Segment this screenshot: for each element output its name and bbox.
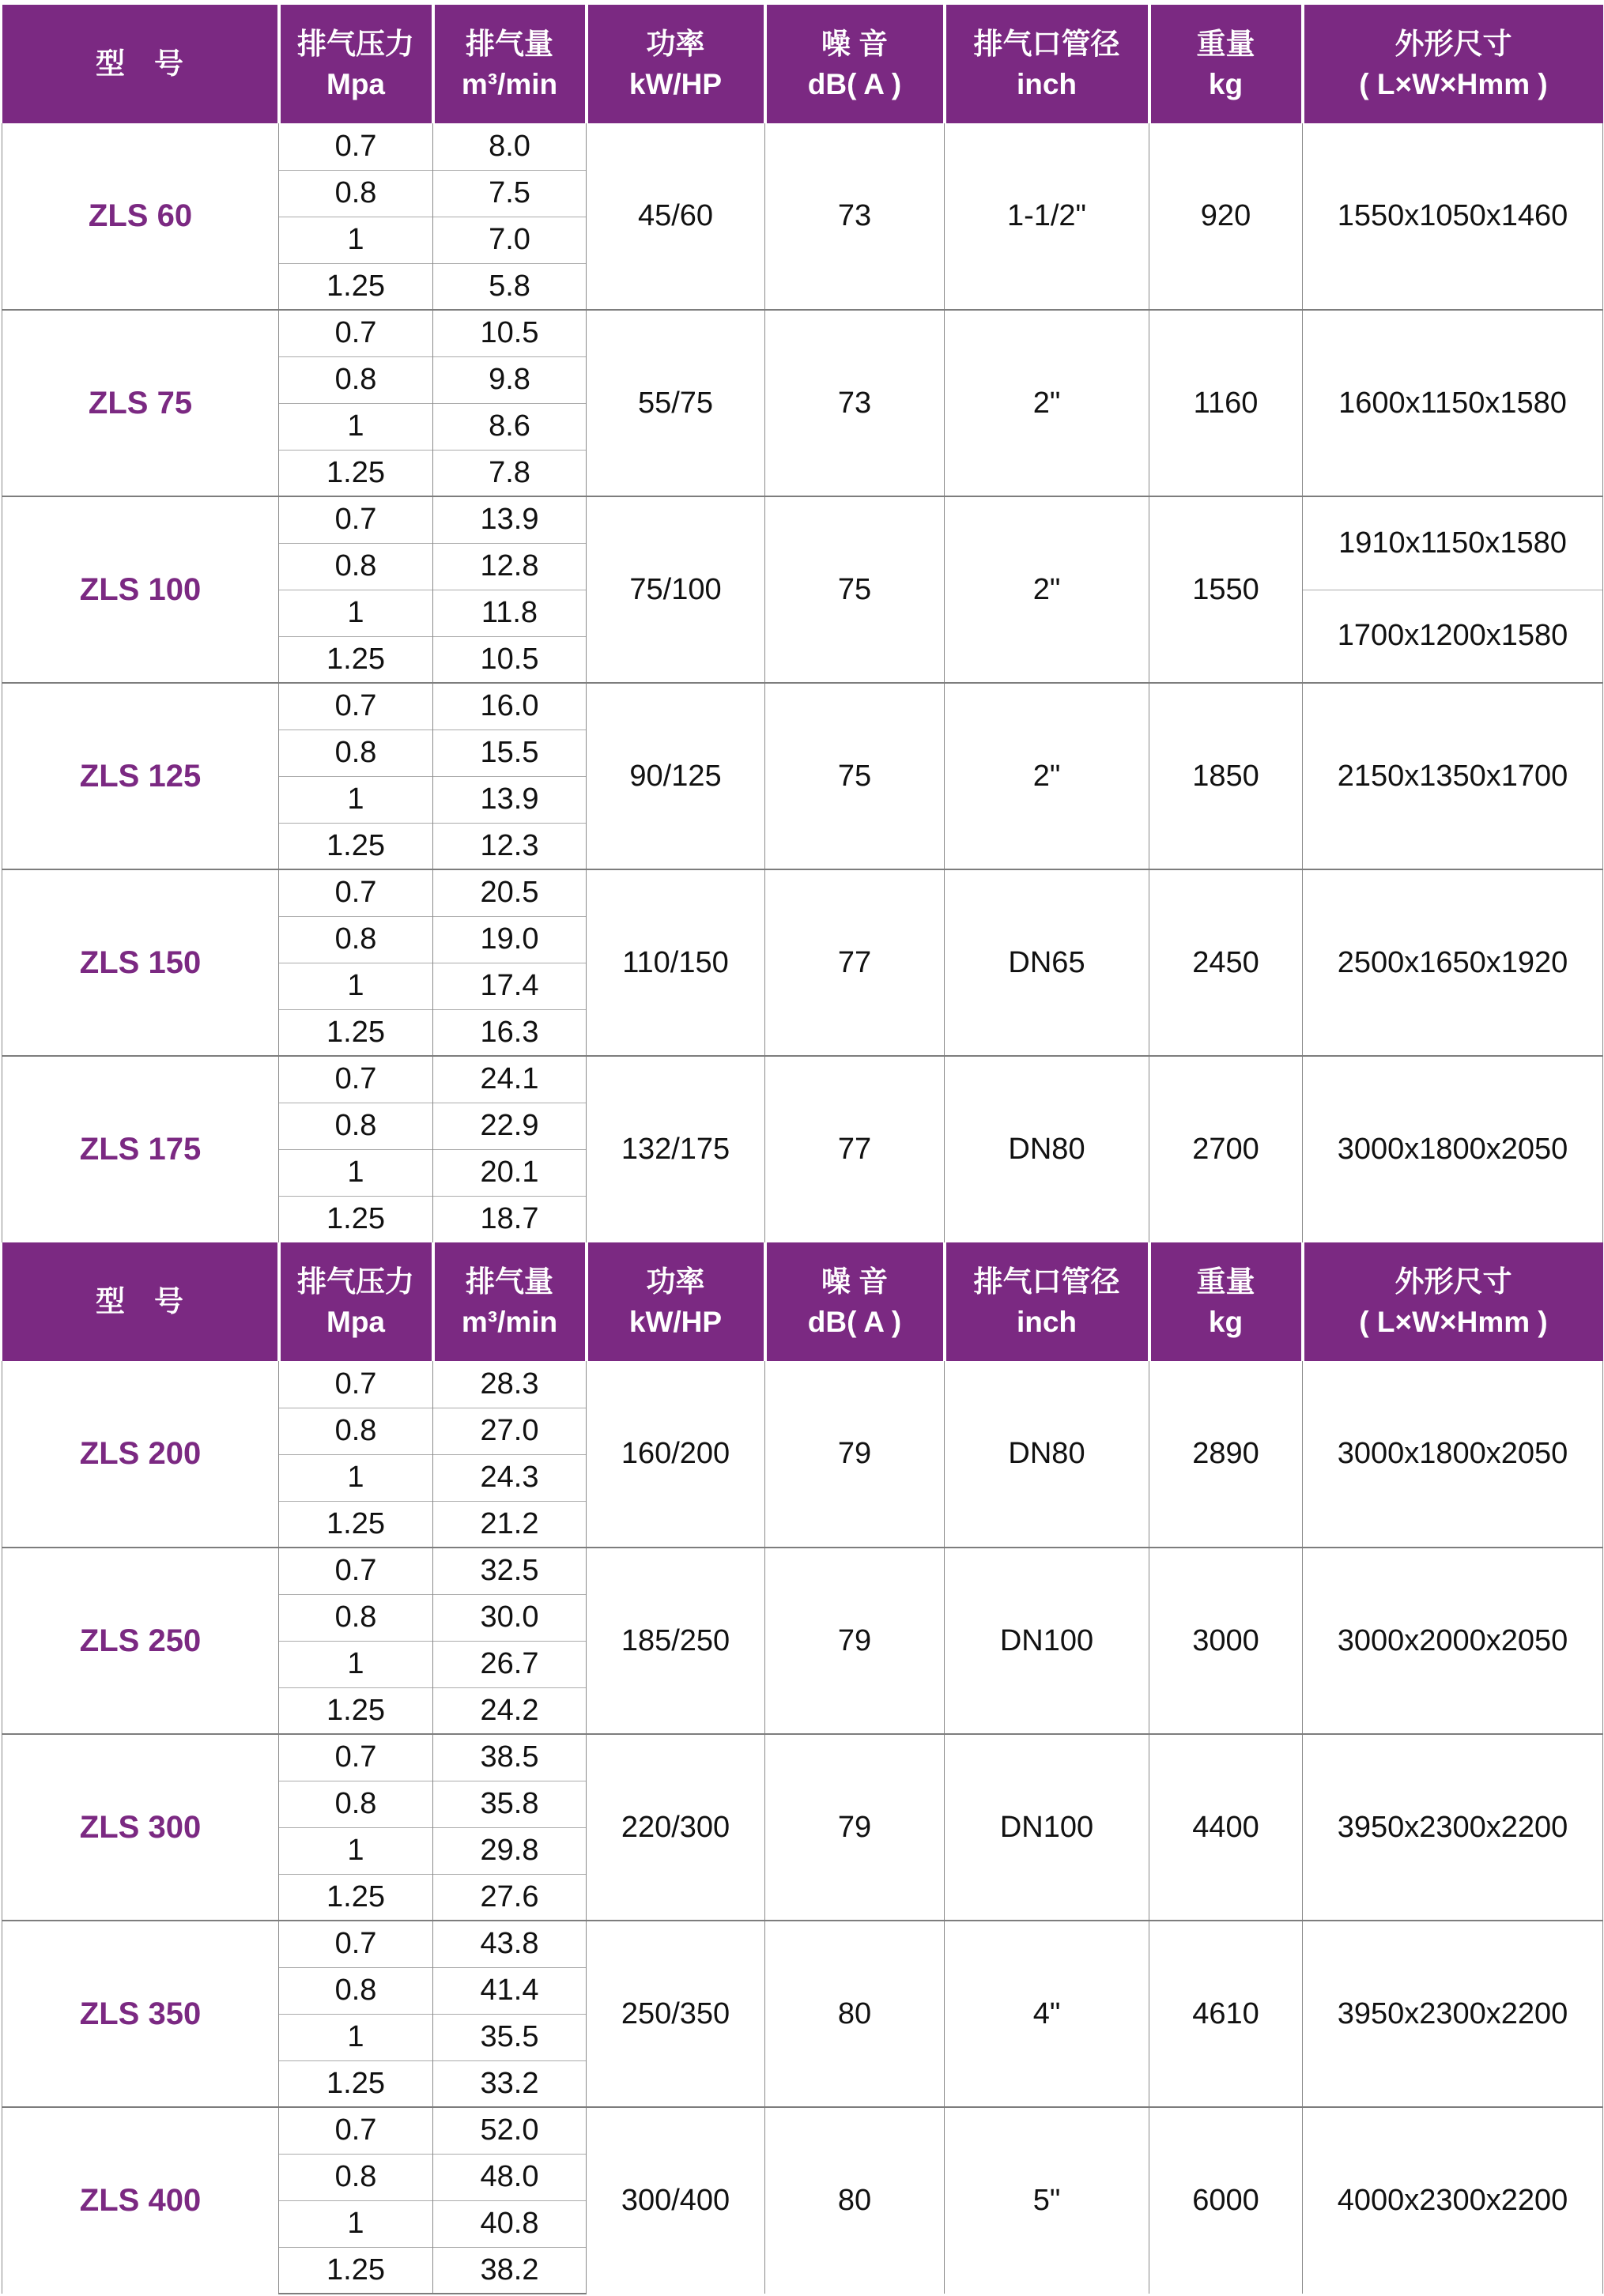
model-cell: ZLS 150 [2,869,279,1056]
header-model-line: 型 号 [96,47,183,81]
header-noise-line: 噪 音 [821,1265,889,1298]
header-model [2,5,279,123]
volume-cell: 7.0 [433,217,587,263]
volume-cell: 24.1 [433,1056,587,1103]
header-pipe-line: inch [1016,1306,1078,1338]
pressure-cell: 1 [279,1454,433,1501]
header-weight-line: 重量 [1196,1265,1255,1298]
spec-row [2,2107,1603,2154]
dims-cell: 3000x1800x2050 [1303,1056,1603,1242]
pipe-cell: 4" [945,1921,1149,2107]
pressure-cell: 0.8 [279,730,433,776]
header-noise [765,5,945,123]
header-row [2,5,1603,123]
dims-cell: 3950x2300x2200 [1303,1734,1603,1921]
pressure-cell: 1.25 [279,636,433,683]
volume-cell: 32.5 [433,1548,587,1594]
pressure-cell: 0.7 [279,1921,433,1967]
header-power-line: 功率 [646,1265,705,1298]
volume-cell: 7.5 [433,170,587,217]
pressure-cell: 1.25 [279,823,433,869]
weight-cell: 4610 [1149,1921,1303,2107]
spec-row [2,869,1603,916]
weight-cell: 2700 [1149,1056,1303,1242]
header-weight-line: kg [1208,68,1244,100]
weight-cell: 1550 [1149,496,1303,683]
weight-cell: 6000 [1149,2107,1303,2294]
noise-cell: 77 [765,869,945,1056]
pressure-cell: 0.8 [279,1967,433,2014]
header-dims-line: 外形尺寸 [1395,1265,1512,1298]
noise-cell: 80 [765,2107,945,2294]
volume-cell: 24.2 [433,1687,587,1734]
volume-cell: 15.5 [433,730,587,776]
pressure-cell: 0.8 [279,1408,433,1454]
power-cell: 55/75 [587,310,765,496]
volume-cell: 22.9 [433,1103,587,1149]
header-pipe [945,1242,1149,1361]
power-cell: 160/200 [587,1361,765,1548]
pressure-cell: 1.25 [279,1687,433,1734]
header-dims-line: 外形尺寸 [1395,27,1512,60]
header-power-line: 功率 [646,27,705,60]
pipe-cell: DN100 [945,1548,1149,1734]
volume-cell: 19.0 [433,916,587,963]
volume-cell: 10.5 [433,310,587,356]
header-volume-line: 排气量 [466,27,553,60]
pressure-cell: 1.25 [279,1501,433,1548]
weight-cell: 1850 [1149,683,1303,869]
spec-row [2,310,1603,356]
volume-cell: 43.8 [433,1921,587,1967]
noise-cell: 79 [765,1734,945,1921]
model-cell: ZLS 125 [2,683,279,869]
spec-table-body [2,5,1603,2294]
pressure-cell: 0.8 [279,1594,433,1641]
dims-cell: 1910x1150x1580 [1303,496,1603,590]
model-cell: ZLS 175 [2,1056,279,1242]
pressure-cell: 1.25 [279,2247,433,2294]
pressure-cell: 0.7 [279,310,433,356]
volume-cell: 13.9 [433,496,587,543]
header-pressure-line: Mpa [326,1306,385,1338]
header-pipe-line: inch [1016,68,1078,100]
header-weight [1149,1242,1303,1361]
volume-cell: 27.6 [433,1874,587,1921]
volume-cell: 9.8 [433,356,587,403]
dims-cell: 1550x1050x1460 [1303,123,1603,310]
dims-cell: 3950x2300x2200 [1303,1921,1603,2107]
weight-cell: 4400 [1149,1734,1303,1921]
model-cell: ZLS 400 [2,2107,279,2294]
dims-cell: 1600x1150x1580 [1303,310,1603,496]
power-cell: 185/250 [587,1548,765,1734]
pressure-cell: 0.8 [279,543,433,590]
dims-cell: 3000x2000x2050 [1303,1548,1603,1734]
volume-cell: 33.2 [433,2060,587,2107]
pressure-cell: 1.25 [279,450,433,496]
model-cell: ZLS 60 [2,123,279,310]
dims-cell: 4000x2300x2200 [1303,2107,1603,2294]
weight-cell: 2450 [1149,869,1303,1056]
pressure-cell: 0.8 [279,1103,433,1149]
header-pipe-line: 排气口管径 [973,27,1120,60]
volume-cell: 26.7 [433,1641,587,1687]
spec-row [2,496,1603,543]
noise-cell: 79 [765,1361,945,1548]
volume-cell: 38.2 [433,2247,587,2294]
model-cell: ZLS 300 [2,1734,279,1921]
header-power [587,1242,765,1361]
header-row [2,1242,1603,1361]
volume-cell: 29.8 [433,1827,587,1874]
pressure-cell: 1 [279,403,433,450]
header-model-line: 型 号 [96,1285,183,1318]
noise-cell: 73 [765,123,945,310]
pressure-cell: 1.25 [279,1009,433,1056]
header-power-line: kW/HP [628,68,723,100]
dims-cell: 2150x1350x1700 [1303,683,1603,869]
pressure-cell: 0.7 [279,1056,433,1103]
noise-cell: 79 [765,1548,945,1734]
header-volume-line: 排气量 [466,1265,553,1298]
spec-row [2,1361,1603,1408]
volume-cell: 12.3 [433,823,587,869]
volume-cell: 10.5 [433,636,587,683]
noise-cell: 75 [765,683,945,869]
pressure-cell: 0.7 [279,869,433,916]
pipe-cell: DN80 [945,1361,1149,1548]
pressure-cell: 0.7 [279,683,433,730]
header-volume-line: m³/min [461,68,558,100]
pipe-cell: DN100 [945,1734,1149,1921]
pressure-cell: 0.7 [279,2107,433,2154]
pressure-cell: 1 [279,2200,433,2247]
header-pipe [945,5,1149,123]
power-cell: 90/125 [587,683,765,869]
pressure-cell: 0.7 [279,1734,433,1781]
model-cell: ZLS 350 [2,1921,279,2107]
pressure-cell: 0.8 [279,356,433,403]
pipe-cell: 2" [945,310,1149,496]
volume-cell: 41.4 [433,1967,587,2014]
weight-cell: 920 [1149,123,1303,310]
volume-cell: 13.9 [433,776,587,823]
power-cell: 300/400 [587,2107,765,2294]
volume-cell: 17.4 [433,963,587,1009]
pressure-cell: 1 [279,1149,433,1196]
volume-cell: 7.8 [433,450,587,496]
pressure-cell: 0.8 [279,170,433,217]
header-noise-line: dB( A ) [807,68,902,100]
pipe-cell: 2" [945,683,1149,869]
volume-cell: 16.0 [433,683,587,730]
noise-cell: 73 [765,310,945,496]
power-cell: 250/350 [587,1921,765,2107]
power-cell: 132/175 [587,1056,765,1242]
header-power [587,5,765,123]
header-dims-line: ( L×W×Hmm ) [1359,1306,1548,1338]
header-volume-line: m³/min [461,1306,558,1338]
pressure-cell: 1.25 [279,2060,433,2107]
header-pressure-line: Mpa [326,68,385,100]
header-pressure-line: 排气压力 [297,1265,414,1298]
noise-cell: 75 [765,496,945,683]
pipe-cell: DN80 [945,1056,1149,1242]
header-dims [1303,5,1603,123]
header-volume [433,5,587,123]
volume-cell: 16.3 [433,1009,587,1056]
volume-cell: 27.0 [433,1408,587,1454]
volume-cell: 20.1 [433,1149,587,1196]
power-cell: 75/100 [587,496,765,683]
pipe-cell: 5" [945,2107,1149,2294]
header-noise-line: dB( A ) [807,1306,902,1338]
volume-cell: 8.6 [433,403,587,450]
volume-cell: 8.0 [433,123,587,170]
header-pressure-line: 排气压力 [297,27,414,60]
header-dims-line: ( L×W×Hmm ) [1359,68,1548,100]
pressure-cell: 0.7 [279,1548,433,1594]
header-pressure [279,5,433,123]
model-cell: ZLS 250 [2,1548,279,1734]
header-pressure [279,1242,433,1361]
pressure-cell: 1.25 [279,1874,433,1921]
pressure-cell: 0.7 [279,1361,433,1408]
noise-cell: 80 [765,1921,945,2107]
model-cell: ZLS 200 [2,1361,279,1548]
power-cell: 45/60 [587,123,765,310]
header-weight-line: 重量 [1196,27,1255,60]
header-noise [765,1242,945,1361]
noise-cell: 77 [765,1056,945,1242]
volume-cell: 21.2 [433,1501,587,1548]
volume-cell: 20.5 [433,869,587,916]
power-cell: 220/300 [587,1734,765,1921]
header-weight [1149,5,1303,123]
pressure-cell: 1.25 [279,263,433,310]
spec-row [2,683,1603,730]
header-model [2,1242,279,1361]
volume-cell: 38.5 [433,1734,587,1781]
header-noise-line: 噪 音 [821,27,889,60]
weight-cell: 3000 [1149,1548,1303,1734]
pressure-cell: 1 [279,963,433,1009]
volume-cell: 24.3 [433,1454,587,1501]
header-power-line: kW/HP [628,1306,723,1338]
volume-cell: 28.3 [433,1361,587,1408]
volume-cell: 30.0 [433,1594,587,1641]
pressure-cell: 1 [279,776,433,823]
power-cell: 110/150 [587,869,765,1056]
spec-row [2,1921,1603,1967]
header-dims [1303,1242,1603,1361]
pipe-cell: DN65 [945,869,1149,1056]
spec-table [2,5,1603,2294]
volume-cell: 52.0 [433,2107,587,2154]
header-pipe-line: 排气口管径 [973,1265,1120,1298]
weight-cell: 2890 [1149,1361,1303,1548]
pressure-cell: 1 [279,2014,433,2060]
dims-cell: 2500x1650x1920 [1303,869,1603,1056]
spec-row [2,1548,1603,1594]
dims-cell: 3000x1800x2050 [1303,1361,1603,1548]
pressure-cell: 0.8 [279,2154,433,2200]
weight-cell: 1160 [1149,310,1303,496]
volume-cell: 5.8 [433,263,587,310]
dims-cell: 1700x1200x1580 [1303,590,1603,683]
spec-row [2,1734,1603,1781]
pressure-cell: 1 [279,217,433,263]
pressure-cell: 0.8 [279,916,433,963]
model-cell: ZLS 100 [2,496,279,683]
pressure-cell: 1 [279,1827,433,1874]
volume-cell: 48.0 [433,2154,587,2200]
header-weight-line: kg [1208,1306,1244,1338]
model-cell: ZLS 75 [2,310,279,496]
volume-cell: 40.8 [433,2200,587,2247]
pressure-cell: 0.8 [279,1781,433,1827]
header-volume [433,1242,587,1361]
volume-cell: 35.5 [433,2014,587,2060]
volume-cell: 35.8 [433,1781,587,1827]
volume-cell: 18.7 [433,1196,587,1242]
pressure-cell: 0.7 [279,496,433,543]
pressure-cell: 1 [279,590,433,636]
pressure-cell: 1 [279,1641,433,1687]
pressure-cell: 0.7 [279,123,433,170]
spec-row [2,1056,1603,1103]
pipe-cell: 1-1/2" [945,123,1149,310]
spec-row [2,123,1603,170]
volume-cell: 12.8 [433,543,587,590]
volume-cell: 11.8 [433,590,587,636]
pressure-cell: 1.25 [279,1196,433,1242]
pipe-cell: 2" [945,496,1149,683]
